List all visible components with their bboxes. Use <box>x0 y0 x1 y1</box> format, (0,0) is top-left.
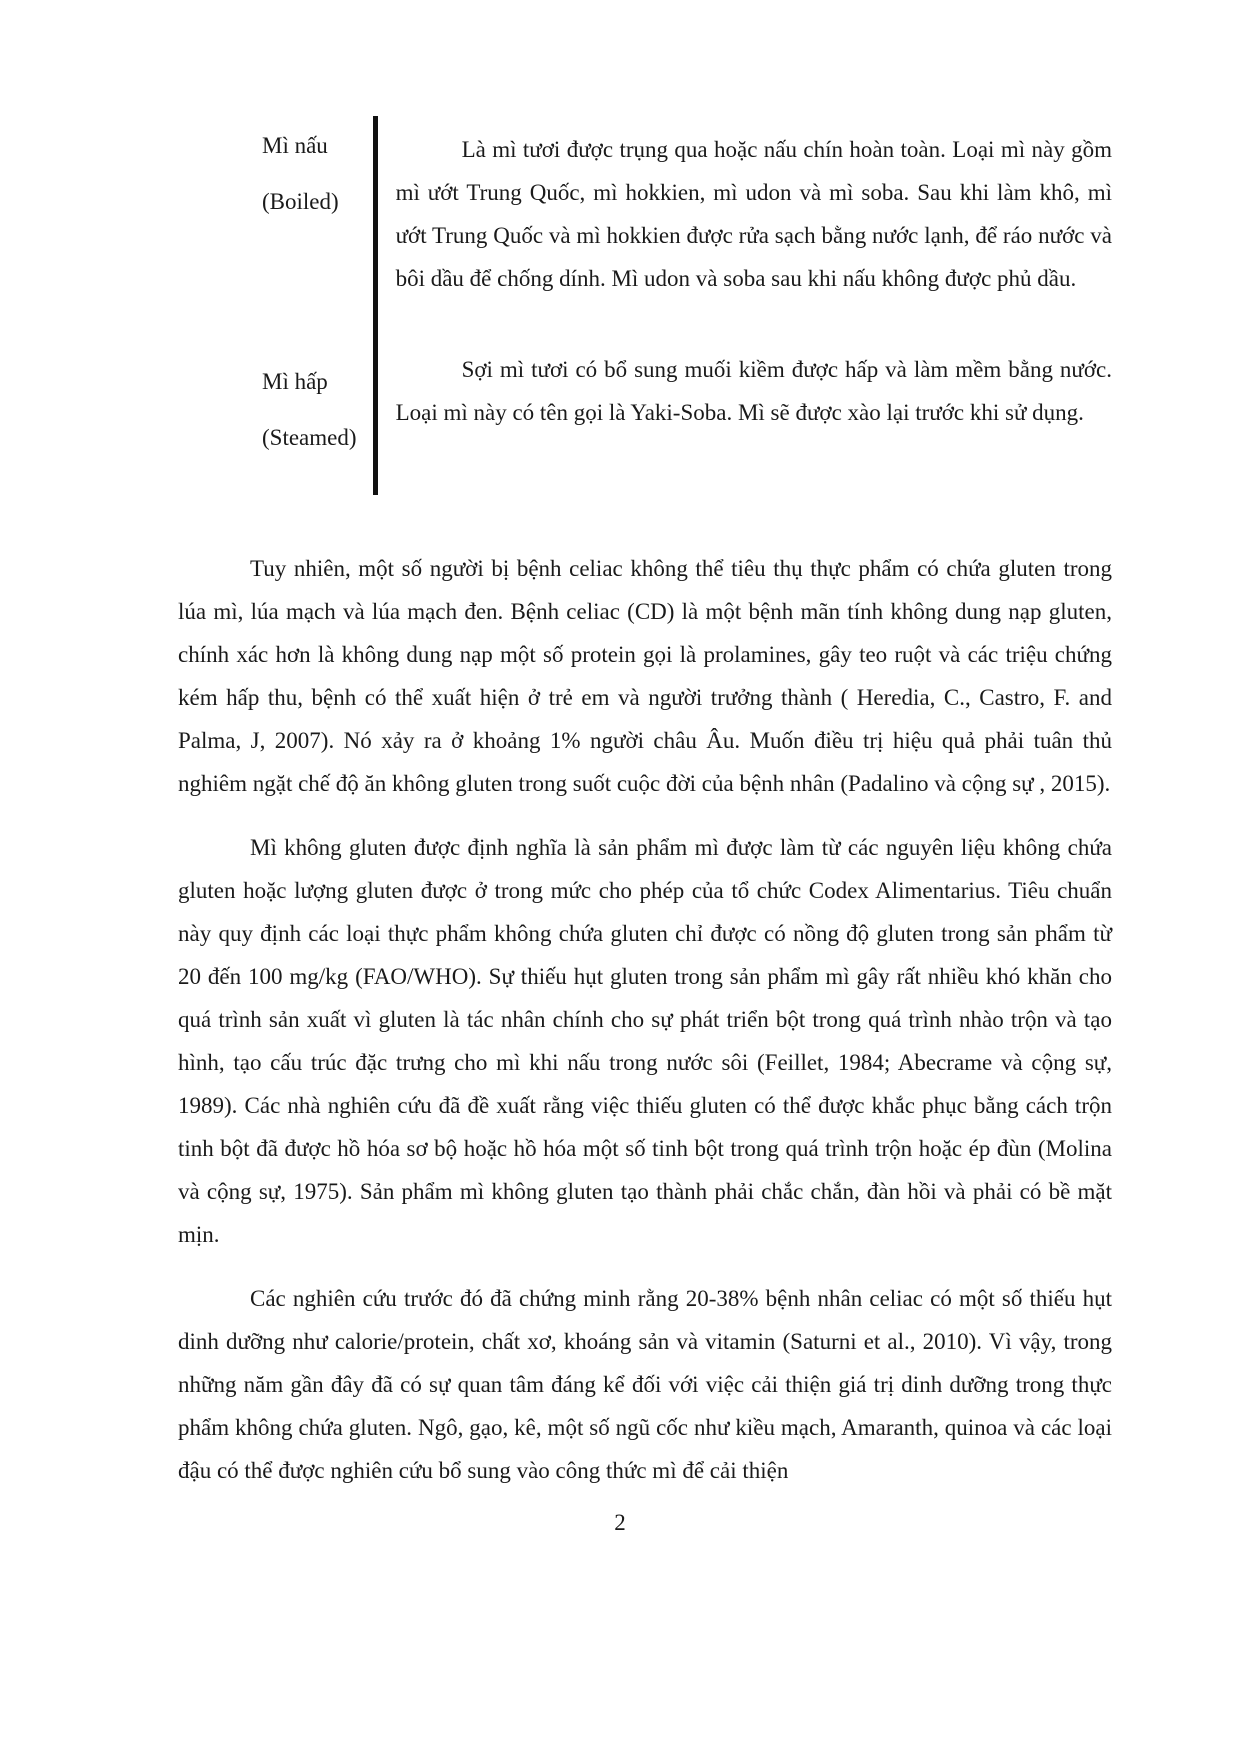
definition-row-boiled <box>262 116 1112 348</box>
page-number: 2 <box>614 1510 626 1535</box>
term-vietnamese: Mì nấu <box>262 133 328 158</box>
term-english: (Boiled) <box>262 189 339 214</box>
definition-row-steamed <box>262 348 1112 495</box>
definition-description: Là mì tươi được trụng qua hoặc nấu chín hoàn toàn. Loại mì này gồm mì ướt Trung Quốc, mì hokkien, mì udon và mì soba. Sau khi làm khô, mì ướt Trung Quốc và mì hokkien được rửa sạch bằng nước lạnh, để ráo nước và bôi dầu để chống dính. Mì udon và soba sau khi nấu không được phủ dầu. <box>373 116 1112 348</box>
noodle-definition-table <box>262 116 1112 495</box>
term-english: (Steamed) <box>262 425 357 450</box>
body-text <box>178 547 1112 1513</box>
paragraph-celiac: Tuy nhiên, một số người bị bệnh celiac không thể tiêu thụ thực phẩm có chứa gluten trong lúa mì, lúa mạch và lúa mạch đen. Bệnh celiac (CD) là một bệnh mãn tính không dung nạp gluten, chính xác hơn là không dung nạp một số protein gọi là prolamines, gây teo ruột và các triệu chứng kém hấp thu, bệnh có thể xuất hiện ở trẻ em và người trưởng thành ( Heredia, C., Castro, F. and Palma, J, 2007). Nó xảy ra ở khoảng 1% người châu Âu. Muốn điều trị hiệu quả phải tuân thủ nghiêm ngặt chế độ ăn không gluten trong suốt cuộc đời của bệnh nhân (Padalino và cộng sự , 2015). <box>178 556 1112 796</box>
definition-term <box>262 348 367 495</box>
paragraph-gluten-free-definition: Mì không gluten được định nghĩa là sản phẩm mì được làm từ các nguyên liệu không chứa gluten hoặc lượng gluten được ở trong mức cho phép của tổ chức Codex Alimentarius. Tiêu chuẩn này quy định các loại thực phẩm không chứa gluten chỉ được có nồng độ gluten trong sản phẩm từ 20 đến 100 mg/kg (FAO/WHO). Sự thiếu hụt gluten trong sản phẩm mì gây rất nhiều khó khăn cho quá trình sản xuất vì gluten là tác nhân chính cho sự phát triển bột trong quá trình nhào trộn và tạo hình, tạo cấu trúc đặc trưng cho mì khi nấu trong nước sôi (Feillet, 1984; Abecrame và cộng sự, 1989). Các nhà nghiên cứu đã đề xuất rằng việc thiếu gluten có thể được khắc phục bằng cách trộn tinh bột đã được hồ hóa sơ bộ hoặc hồ hóa một số tinh bột trong quá trình trộn hoặc ép đùn (Molina và cộng sự, 1975). Sản phẩm mì không gluten tạo thành phải chắc chắn, đàn hồi và phải có bề mặt mịn. <box>178 835 1112 1247</box>
paragraph-nutrition: Các nghiên cứu trước đó đã chứng minh rằng 20-38% bệnh nhân celiac có một số thiếu hụt dinh dưỡng như calorie/protein, chất xơ, khoáng sản và vitamin (Saturni et al., 2010). Vì vậy, trong những năm gần đây đã có sự quan tâm đáng kể đối với việc cải thiện giá trị dinh dưỡng trong thực phẩm không chứa gluten. Ngô, gạo, kê, một số ngũ cốc như kiều mạch, Amaranth, quinoa và các loại đậu có thể được nghiên cứu bổ sung vào công thức mì để cải thiện <box>178 1286 1112 1483</box>
definition-description: Sợi mì tươi có bổ sung muối kiềm được hấp và làm mềm bằng nước. Loại mì này có tên gọi là Yaki-Soba. Mì sẽ được xào lại trước khi sử dụng. <box>373 348 1112 495</box>
definition-term <box>262 116 367 348</box>
term-vietnamese: Mì hấp <box>262 369 328 394</box>
